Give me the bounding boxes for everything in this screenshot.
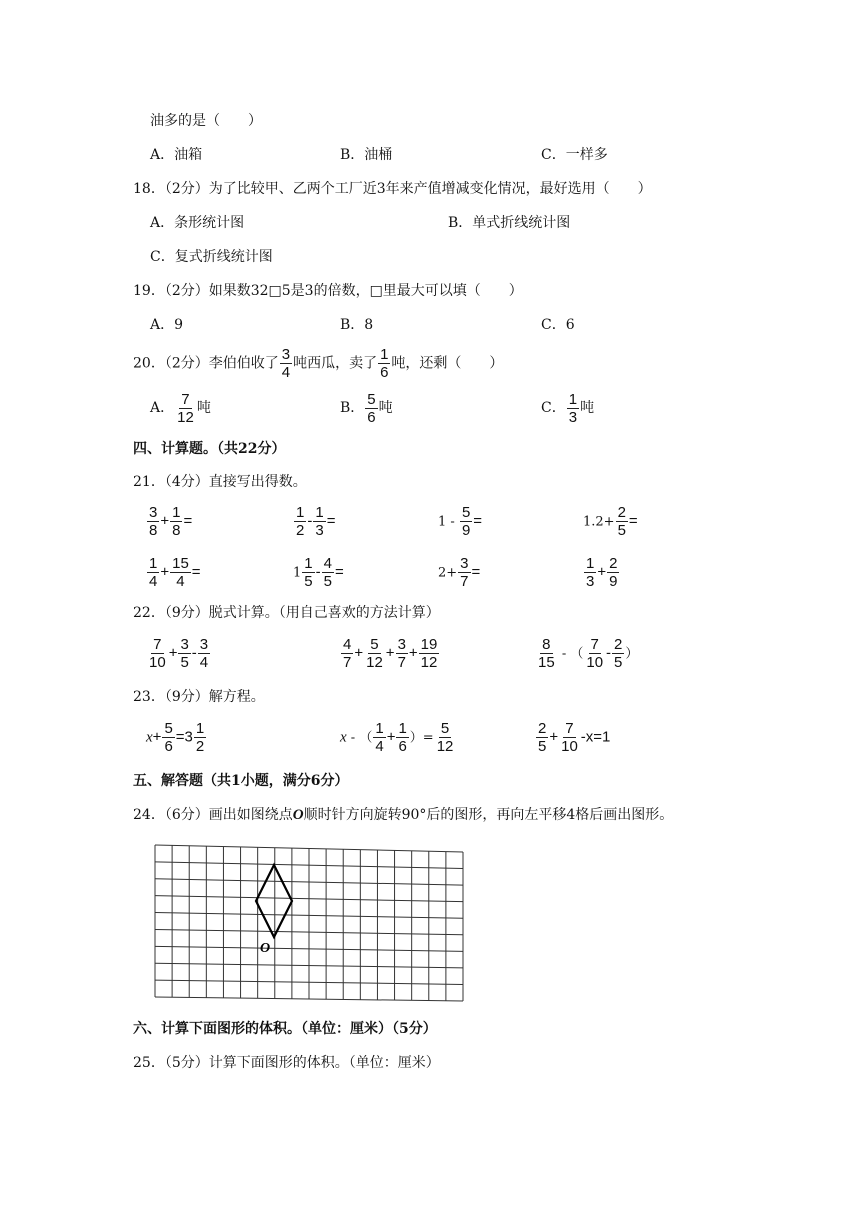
- q20-stem-mid: 吨西瓜，卖了: [293, 355, 378, 372]
- q20-stem: [133, 346, 503, 381]
- q18-stem: 18．（2分）为了比较甲、乙两个工厂近3年来产值增减变化情况，最好选用（ ）: [133, 181, 652, 197]
- grid-figure: [150, 840, 468, 1004]
- q21-r1c2: $\frac{1}{2}$ - $\frac{1}{3}$ =: [296, 504, 336, 539]
- q20-stem-post: 吨，还剩（ ）: [391, 355, 504, 372]
- q23-stem: 23．（9分）解方程。: [133, 689, 265, 705]
- q20-option-a[interactable]: A． $\frac{7}{12}$ 吨: [150, 390, 211, 426]
- q19-option-c[interactable]: C．6: [541, 317, 575, 333]
- q17-option-a[interactable]: A．油箱: [150, 147, 203, 163]
- q19-stem: 19．（2分）如果数32□5是3的倍数，□里最大可以填（ ）: [133, 283, 523, 299]
- q18-option-c[interactable]: C．复式折线统计图: [150, 249, 273, 265]
- q21-r2c2: 1 $\frac{1}{5}$ - $\frac{4}{5}$ =: [293, 555, 344, 590]
- q17-stem-tail: 油多的是（ ）: [150, 113, 262, 129]
- q21-r2c4: $\frac{1}{3}$ + $\frac{2}{9}$: [586, 555, 618, 590]
- fraction: $\frac{3}{4}$: [281, 346, 291, 381]
- q21-r1c4: 1.2+ $\frac{2}{5}$ =: [583, 504, 638, 539]
- q22-stem: 22．（9分）脱式计算。（用自己喜欢的方法计算）: [133, 605, 440, 621]
- q25-stem: 25．（5分）计算下面图形的体积。（单位：厘米）: [133, 1055, 440, 1071]
- rhombus-shape: [256, 865, 292, 937]
- q23-equation-1: x+ $\frac{5}{6}$ =3 $\frac{1}{2}$: [146, 720, 205, 755]
- q21-r1c1: $\frac{3}{8}$ + $\frac{1}{8}$ =: [149, 504, 193, 539]
- q20-stem-pre: 20．（2分）李伯伯收了: [133, 355, 279, 372]
- q17-option-c[interactable]: C．一样多: [541, 147, 608, 163]
- q23-equation-2: x - （ $\frac{1}{4}$ + $\frac{1}{6}$ ）= $\frac{5}{12}$: [340, 720, 454, 755]
- q22-expr-2: $\frac{4}{7}$ + $\frac{5}{12}$ + $\frac{3}{7}$ + $\frac{19}{12}$: [343, 636, 438, 671]
- point-o-label: O: [260, 941, 271, 956]
- q18-option-b[interactable]: B．单式折线统计图: [448, 215, 571, 231]
- q22-expr-3: $\frac{8}{15}$ - （ $\frac{7}{10}$ - $\frac{2}{5}$ ）: [538, 636, 639, 671]
- q18-option-a[interactable]: A．条形统计图: [150, 215, 245, 231]
- q20-option-b[interactable]: B． $\frac{5}{6}$ 吨: [340, 390, 393, 426]
- section-4-heading: 四、计算题。（共22分）: [133, 441, 286, 457]
- q17-option-b[interactable]: B．油桶: [340, 147, 393, 163]
- q23-equation-3: $\frac{2}{5}$ + $\frac{7}{10}$ -x=1: [538, 720, 611, 755]
- q21-r2c1: $\frac{1}{4}$ + $\frac{15}{4}$ =: [149, 555, 201, 590]
- q22-expr-1: $\frac{7}{10}$ + $\frac{3}{5}$ - $\frac{3}{4}$: [149, 636, 209, 671]
- section-5-heading: 五、解答题（共1小题，满分6分）: [133, 773, 349, 789]
- q19-option-a[interactable]: A．9: [150, 317, 184, 333]
- q21-r2c3: 2+ $\frac{3}{7}$ =: [438, 555, 481, 590]
- q21-stem: 21．（4分）直接写出得数。: [133, 474, 307, 490]
- section-6-heading: 六、计算下面图形的体积。（单位：厘米）（5分）: [133, 1021, 437, 1037]
- q20-option-c[interactable]: C． $\frac{1}{3}$ 吨: [541, 390, 595, 426]
- q24-stem: 24．（6分）画出如图绕点O顺时针方向旋转90°后的图形，再向左平移4格后画出图形。: [133, 807, 674, 823]
- q19-option-b[interactable]: B．8: [340, 317, 374, 333]
- q21-r1c3: 1 - $\frac{5}{9}$ =: [438, 504, 483, 539]
- fraction: $\frac{1}{6}$: [380, 346, 389, 381]
